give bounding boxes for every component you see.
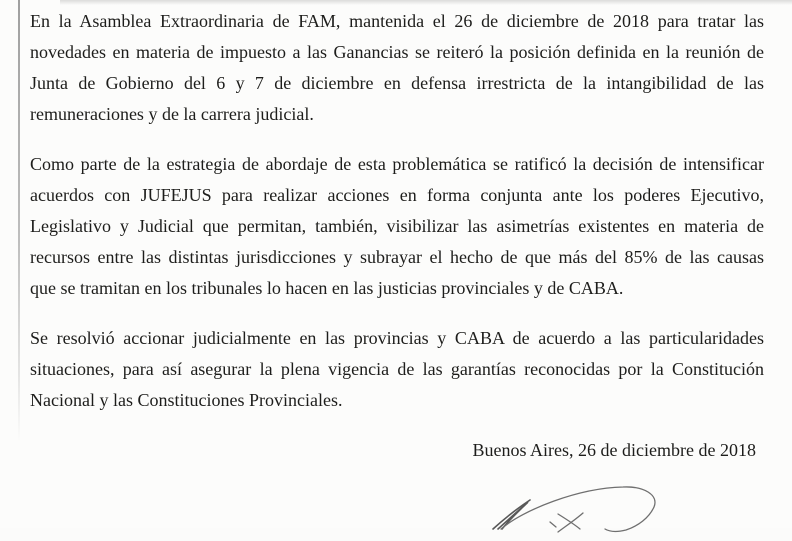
text-line: En la Asamblea Extraordinaria de FAM, mantenida el 26 de diciembre de 2018 para tratar las [30,11,764,31]
paragraph [30,323,764,416]
text-line: acuerdos con JUFEJUS para realizar acciones en forma conjunta ante los poderes Ejecutivo, [30,185,764,205]
text-line: Se resolvió accionar judicialmente en las provincias y CABA de acuerdo a las particularidades [30,328,764,348]
text-line: Legislativo y Judicial que permitan, también, visibilizar las asimetrías existentes en materia de [30,216,764,236]
text-line: recursos entre las distintas jurisdicciones y subrayar el hecho de que más del 85% de las causas [30,247,764,267]
dateline: Buenos Aires, 26 de diciembre de 2018 [472,440,756,460]
text-line: que se tramitan en los tribunales lo hacen en las justicias provinciales y de CABA. [30,278,624,298]
text-line: Junta de Gobierno del 6 y 7 de diciembre en defensa irrestricta de la intangibilidad de las [30,73,764,93]
document-body [30,6,764,435]
text-line: novedades en materia de impuesto a las Ganancias se reiteró la posición definida en la reunión de [30,42,764,62]
text-line: remuneraciones y de la carrera judicial. [30,104,314,124]
scan-top-edge-artifact [60,0,792,5]
text-line: situaciones, para así asegurar la plena vigencia de las garantías reconocidas por la Constitución [30,359,764,379]
paragraph [30,149,764,304]
paragraph [30,6,764,130]
signature-scrawl-icon [438,477,680,541]
text-line: Nacional y las Constituciones Provinciales. [30,390,343,410]
text-line: Como parte de la estrategia de abordaje de esta problemática se ratificó la decisión de intensificar [30,154,764,174]
scan-left-edge-artifact [18,0,20,442]
